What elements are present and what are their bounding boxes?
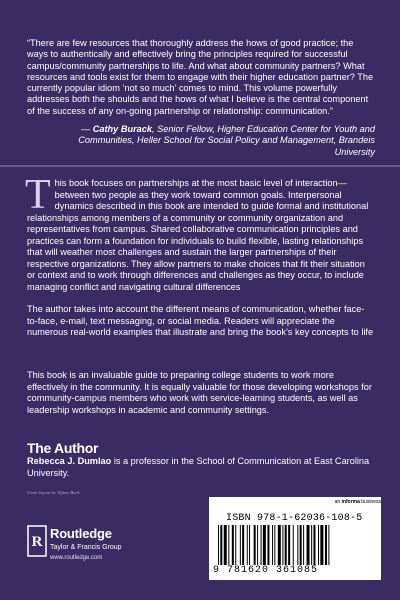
quote-author-name: Cathy Burack: [92, 124, 152, 134]
author-heading: The Author: [27, 440, 99, 456]
description-paragraph-3: This book is an invaluable guide to preparing college students to work more effectively in the community. It is equally valuable for those developing workshops for community-campus members who work with service-learning students, as well as leadership workshops in academic and community settings.: [27, 370, 372, 415]
publisher-url: www.routledge.com: [50, 555, 103, 561]
tag-suffix: business: [359, 499, 381, 505]
quote-attribution: [60, 124, 375, 158]
attribution-dash: —: [81, 124, 93, 134]
author-bio-text: is a professor in the School of Communication at East Carolina University.: [27, 456, 370, 478]
description-paragraph-2: The author takes into account the different means of communication, whether face-to-face, e-mail, text messaging, or social media. Readers will appreciate the numerous real-world examples that illustrate and bring the book’s key concepts to life: [27, 304, 374, 337]
svg-text:R: R: [31, 534, 43, 550]
tag-prefix: an: [334, 499, 342, 505]
drop-cap: T: [25, 172, 51, 218]
author-name: Rebecca J. Dumlao: [27, 456, 112, 466]
barcode-digits: 9 781620 361085: [213, 565, 319, 576]
tag-brand: informa: [341, 499, 360, 505]
endorsement-quote: “There are few resources that thoroughly address the hows of good practice; the ways to authentically and effectively bring the principles required for successful campus/community partnerships to life. And what about community partners? What resources and tools exist for them to engage with their higher education partner? The currently popular idiom ‘not so much’ comes to mind. This volume powerfully addresses both the shoulds and the hows of what I believe is the central component of the success of any on-going partnership or relationship: communication.”: [27, 38, 374, 116]
quote-author-affiliation: , Senior Fellow, Higher Education Center for Youth and Communities, Heller School for Social Policy and Management, Brandeis University: [78, 124, 375, 157]
isbn-label: ISBN 978-1-62036-108-5: [226, 513, 363, 524]
description-paragraph-1: [25, 172, 375, 293]
barcode-icon: [218, 525, 376, 565]
routledge-logo-icon: [27, 525, 47, 557]
paragraph-1-text: his book focuses on partnerships at the most basic level of interaction—between two people as they work toward common goals. Interpersonal dynamics described in this book are intended to guide formal and institutional relationships among members of a community or community organization and representatives from campus. Shared collaborative communication principles and practices can form a foundation for individuals to build flexible, lasting relationships that will weather most challenges and sustain the larger partnerships of their respective organizations. They allow partners to make choices that fit their situation or context and to work through differences and challenges as they occur, to include managing conflict and navigating cultural differences: [27, 178, 369, 292]
informa-business-tag: [266, 497, 381, 507]
section-divider: [0, 165, 400, 167]
cover-credit: Cover layout by Tiffany Buck: [27, 490, 80, 495]
publisher-group: Taylor & Francis Group: [50, 544, 122, 551]
author-bio: [27, 456, 375, 479]
publisher-name: Routledge: [50, 526, 112, 541]
